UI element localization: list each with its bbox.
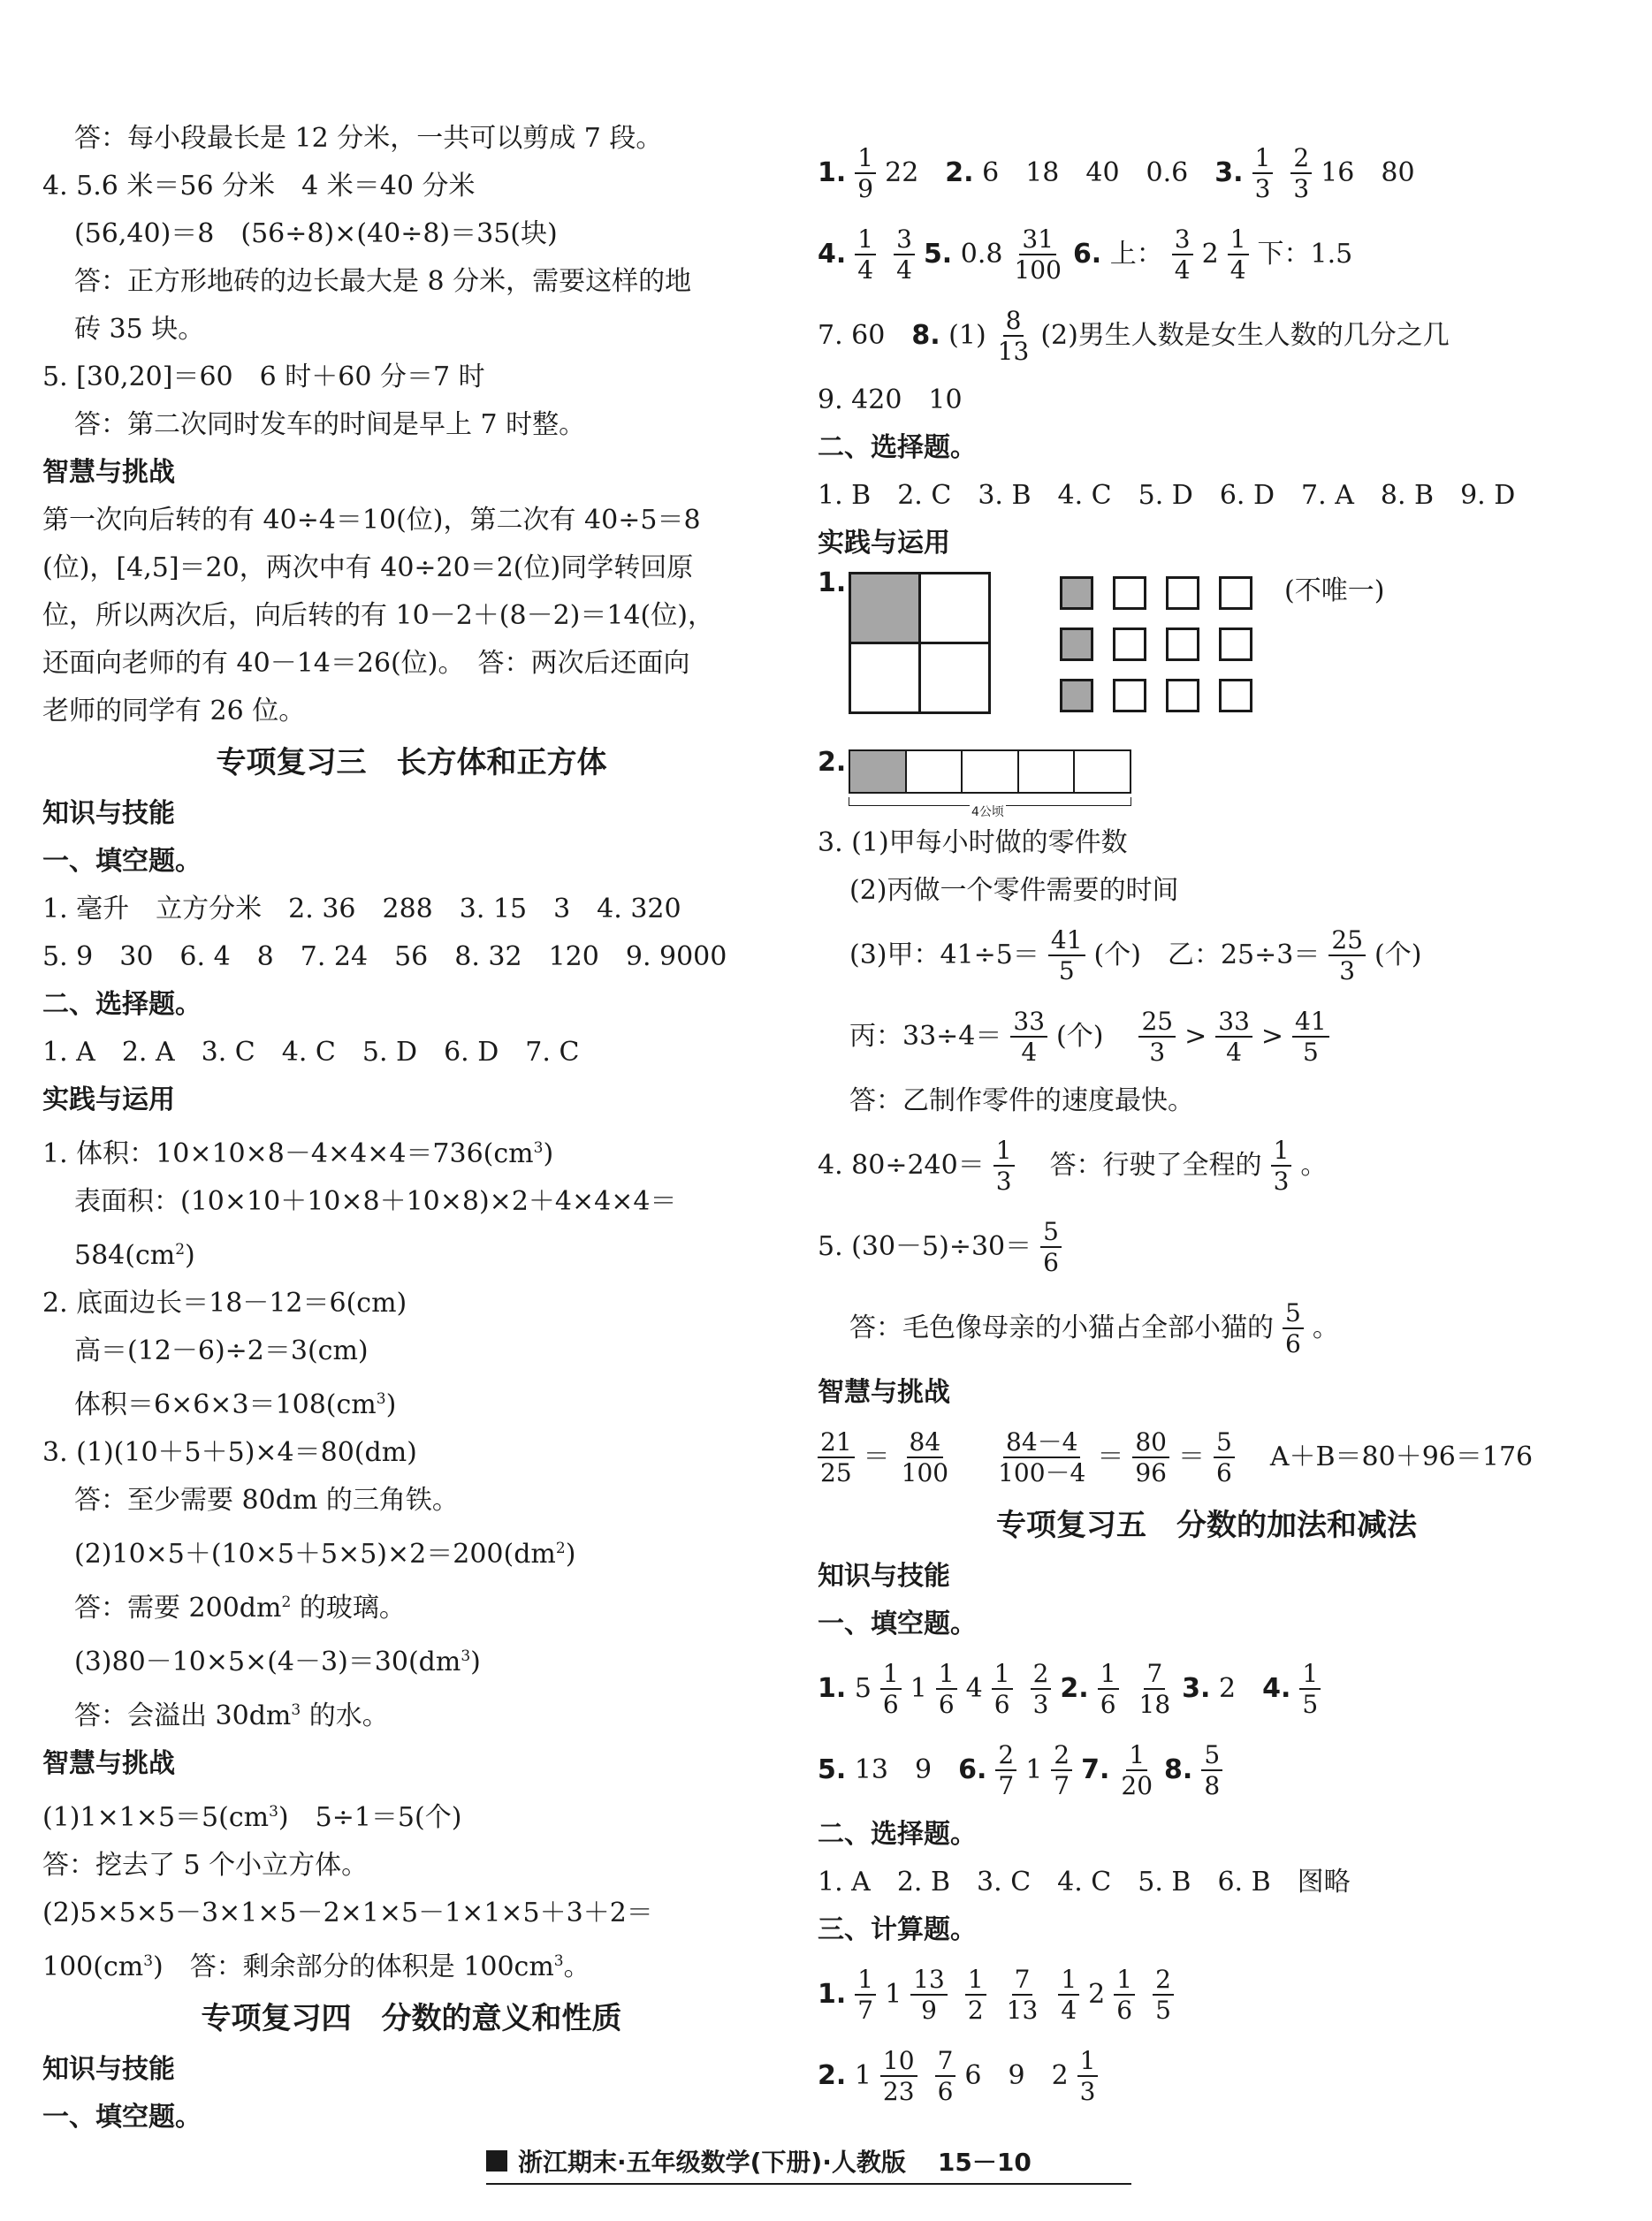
left-column bbox=[42, 115, 780, 2141]
grid-cell bbox=[1219, 679, 1252, 712]
fraction: $\frac{1}{6}$ bbox=[1098, 1661, 1119, 1718]
fraction: $\frac{5}{6}$ bbox=[1214, 1429, 1235, 1487]
fraction: $\frac{25}{3}$ bbox=[1138, 1008, 1176, 1066]
item-number: 3. bbox=[1214, 157, 1244, 188]
fraction: $\frac{8}{13}$ bbox=[997, 305, 1030, 366]
answer-line bbox=[818, 996, 1595, 1077]
text-line: 还面向老师的有 40－14＝26(位)。 答：两次后还面向 bbox=[42, 648, 690, 679]
answer-line bbox=[818, 1648, 1595, 1730]
item-number: 1. bbox=[818, 1673, 847, 1704]
text-line: 答：需要 $200dm^2$ 的玻璃。 bbox=[74, 1593, 406, 1624]
equals-sign: ＝ bbox=[1178, 1441, 1205, 1472]
answer-line bbox=[818, 1954, 1595, 2035]
fraction: $\frac{5}{6}$ bbox=[1283, 1300, 1304, 1358]
fraction: $\frac{1}{20}$ bbox=[1121, 1739, 1153, 1800]
text-line: 答：至少需要 80dm 的三角铁。 bbox=[74, 1485, 459, 1516]
answer-text: (个) bbox=[1056, 1021, 1104, 1052]
text-line: $(1)1\times 1\times 5=5(cm^3)$ 5÷1＝5(个) bbox=[42, 1802, 462, 1833]
answer-text: 乙：25÷3＝ bbox=[1167, 939, 1321, 970]
answer-line bbox=[818, 295, 1595, 377]
answer-line bbox=[818, 1417, 1595, 1498]
text-line: $100(cm^3)$ 答：剩余部分的体积是 $100cm^3$。 bbox=[42, 1951, 590, 1982]
fraction: $\frac{1}{4}$ bbox=[1228, 226, 1249, 284]
answer-text: 。 bbox=[1300, 1150, 1328, 1181]
comparison-sign: > bbox=[1260, 1021, 1284, 1052]
fraction: $\frac{2}{5}$ bbox=[1153, 1966, 1174, 2024]
grid-cell bbox=[1219, 628, 1252, 661]
answer-text: 答：行驶了全程的 bbox=[1049, 1150, 1262, 1181]
answer-value: 2 bbox=[1201, 239, 1219, 270]
section-heading: 二、选择题。 bbox=[42, 989, 202, 1020]
footer-square-icon bbox=[486, 2150, 507, 2172]
grid-cell-shaded bbox=[1060, 628, 1093, 661]
item-number: 8. bbox=[1164, 1754, 1193, 1785]
text-line: 高＝(12－6)÷2＝3(cm) bbox=[74, 1335, 369, 1366]
fraction: $\frac{41}{5}$ bbox=[1048, 927, 1085, 985]
answer-value: 7. 60 bbox=[818, 320, 886, 351]
equals-sign: ＝ bbox=[1097, 1441, 1124, 1472]
comparison-sign: > bbox=[1184, 1021, 1207, 1052]
answer-value: 上： bbox=[1109, 239, 1163, 270]
text-line: 第一次向后转的有 40÷4＝10(位)，第二次有 40÷5＝8 bbox=[42, 505, 701, 536]
grid-cell bbox=[1166, 679, 1199, 712]
answer-text: 答：毛色像母亲的小猫占全部小猫的 bbox=[849, 1312, 1274, 1343]
answer-line bbox=[818, 214, 1595, 295]
answer-line bbox=[818, 1288, 1595, 1369]
text-line: (56,40)＝8 (56÷8)×(40÷8)＝35(块) bbox=[74, 218, 558, 249]
grid-cell bbox=[918, 642, 991, 714]
fraction: $\frac{1}{6}$ bbox=[880, 1661, 902, 1718]
item-number: 8. bbox=[911, 320, 940, 351]
grid-cell bbox=[1166, 576, 1199, 610]
answer-line: 答：乙制作零件的速度最快。 bbox=[849, 1085, 1194, 1116]
answer-line: 1. B 2. C 3. B 4. C 5. D 6. D 7. A 8. B 9. D bbox=[818, 480, 1516, 511]
text-line: $(3)80-10\times 5\times(4-3)=30(dm^3)$ bbox=[74, 1647, 481, 1677]
answer-value: 13 9 bbox=[854, 1754, 933, 1785]
fraction: $\frac{33}{4}$ bbox=[1010, 1008, 1047, 1066]
fraction: $\frac{7}{13}$ bbox=[1006, 1964, 1039, 2025]
text-line: 5. 9 30 6. 4 8 7. 24 56 8. 32 120 9. 9000 bbox=[42, 941, 727, 972]
answer-value: 6 9 2 bbox=[964, 2060, 1069, 2091]
text-line: 老师的同学有 26 位。 bbox=[42, 696, 306, 726]
text-line: 位，所以两次后，向后转的有 10－2＋(8－2)＝14(位)， bbox=[42, 600, 714, 631]
grid-cell bbox=[1166, 628, 1199, 661]
text-line: 1. A 2. A 3. C 4. C 5. D 6. D 7. C bbox=[42, 1037, 580, 1068]
fraction: $\frac{84-4}{100-4}$ bbox=[998, 1426, 1086, 1487]
text-line: 5. [30,20]＝60 6 时＋60 分＝7 时 bbox=[42, 361, 485, 392]
item-number: 1. bbox=[818, 157, 847, 188]
answer-text: 丙：33÷4＝ bbox=[849, 1021, 1002, 1052]
fraction: $\frac{41}{5}$ bbox=[1292, 1008, 1329, 1066]
text-line: 2. 底面边长＝18－12＝6(cm) bbox=[42, 1288, 407, 1319]
grid-cell bbox=[849, 642, 921, 714]
text-line: 答：正方形地砖的边长最大是 8 分米，需要这样的地 bbox=[74, 266, 692, 297]
grid-cell bbox=[1219, 576, 1252, 610]
item-number: 3. bbox=[1182, 1673, 1211, 1704]
answer-value: 5 bbox=[854, 1673, 872, 1704]
fraction: $\frac{2}{7}$ bbox=[995, 1742, 1016, 1799]
text-line: 答：会溢出 $30dm^3$ 的水。 bbox=[74, 1700, 389, 1731]
answer-text: A＋B＝80＋96＝176 bbox=[1269, 1441, 1534, 1472]
answer-line: 9. 420 10 bbox=[818, 384, 963, 415]
item-number: 7. bbox=[1081, 1754, 1110, 1785]
text-line: 3. (1)(10＋5＋5)×4＝80(dm) bbox=[42, 1437, 417, 1468]
fraction: $\frac{1}{4}$ bbox=[1058, 1966, 1079, 2024]
section-heading: 实践与运用 bbox=[42, 1084, 175, 1115]
answer-line: (2)丙做一个零件需要的时间 bbox=[849, 875, 1179, 906]
item-number: 5. bbox=[818, 1754, 847, 1785]
text-line: 1. 体积：$10\times 10\times 8-4\times 4\times 4=736(cm^3)$ bbox=[42, 1138, 554, 1169]
answer-value: 0.8 bbox=[960, 239, 1003, 270]
answer-line bbox=[818, 1125, 1595, 1206]
answer-value: 4 bbox=[965, 1673, 983, 1704]
fraction: $\frac{1}{7}$ bbox=[855, 1966, 876, 2024]
answer-text: (3)甲：41÷5＝ bbox=[849, 939, 1039, 970]
answer-line bbox=[818, 915, 1595, 996]
answer-value: 1 bbox=[885, 1979, 902, 2010]
fraction: $\frac{2}{3}$ bbox=[1290, 145, 1312, 202]
section-heading: 智慧与挑战 bbox=[42, 457, 175, 488]
answer-line: 1. A 2. B 3. C 4. C 5. B 6. B 图略 bbox=[818, 1867, 1351, 1898]
section-heading: 智慧与挑战 bbox=[818, 1377, 950, 1408]
footer-title: 浙江期末·五年级数学(下册)·人教版 bbox=[518, 2148, 906, 2177]
section-heading: 知识与技能 bbox=[818, 1561, 950, 1592]
text-line: 答：每小段最长是 12 分米，一共可以剪成 7 段。 bbox=[74, 123, 663, 154]
fraction: $\frac{1}{3}$ bbox=[1252, 145, 1274, 202]
answer-value: 16 80 bbox=[1321, 157, 1415, 188]
text-line: 4. 5.6 米＝56 分米 4 米＝40 分米 bbox=[42, 171, 476, 202]
item-number: 2. bbox=[1060, 1673, 1089, 1704]
answer-text: 4. 80÷240＝ bbox=[818, 1150, 985, 1181]
fraction: $\frac{13}{9}$ bbox=[910, 1966, 948, 2024]
fraction: $\frac{1}{9}$ bbox=[855, 145, 876, 202]
section-heading: 三、计算题。 bbox=[818, 1914, 977, 1945]
answer-value: 2 bbox=[1088, 1979, 1106, 2010]
item-number: 2. bbox=[945, 157, 974, 188]
fraction: $\frac{1}{6}$ bbox=[1114, 1966, 1135, 2024]
grid-cell bbox=[918, 572, 991, 644]
fraction: $\frac{33}{4}$ bbox=[1215, 1008, 1252, 1066]
section-heading: 二、选择题。 bbox=[818, 1819, 977, 1850]
text-line: (位)，[4,5]＝20，两次中有 40÷20＝2(位)同学转回原 bbox=[42, 552, 694, 583]
section-heading: 一、填空题。 bbox=[42, 2102, 202, 2133]
fraction: $\frac{1}{3}$ bbox=[1271, 1137, 1292, 1195]
equals-sign: ＝ bbox=[863, 1441, 890, 1472]
answer-value: 1 bbox=[854, 2060, 872, 2091]
chapter-title: 专项复习三 长方体和正方体 bbox=[216, 745, 607, 780]
fraction: $\frac{84}{100}$ bbox=[901, 1426, 949, 1487]
answer-value: 22 bbox=[885, 157, 919, 188]
fraction: $\frac{80}{96}$ bbox=[1132, 1429, 1169, 1487]
strip-cell bbox=[907, 751, 963, 792]
grid-cell-shaded bbox=[1060, 576, 1093, 610]
fraction: $\frac{2}{3}$ bbox=[1031, 1661, 1052, 1718]
strip-cell bbox=[1019, 751, 1076, 792]
answer-text: (个) bbox=[1093, 939, 1141, 970]
fraction: $\frac{1}{4}$ bbox=[855, 226, 876, 284]
fraction: $\frac{25}{3}$ bbox=[1328, 927, 1366, 985]
page-number: 15－10 bbox=[937, 2148, 1032, 2177]
text-line: 表面积：(10×10＋10×8＋10×8)×2＋4×4×4＝ bbox=[74, 1186, 677, 1217]
item-number: 6. bbox=[1072, 239, 1102, 270]
fraction: $\frac{1}{6}$ bbox=[936, 1661, 957, 1718]
answer-value: 6 18 40 0.6 bbox=[982, 157, 1189, 188]
text-line: 答：挖去了 5 个小立方体。 bbox=[42, 1850, 369, 1881]
item-number: 4. bbox=[818, 239, 847, 270]
answer-text: (个) bbox=[1374, 939, 1422, 970]
item-number: 1. bbox=[818, 567, 847, 598]
text-line: 1. 毫升 立方分米 2. 36 288 3. 15 3 4. 320 bbox=[42, 894, 681, 924]
answer-value: (1) bbox=[948, 320, 986, 351]
fraction: $\frac{31}{100}$ bbox=[1014, 224, 1062, 285]
fraction: $\frac{3}{4}$ bbox=[1172, 226, 1193, 284]
right-column bbox=[818, 133, 1595, 2117]
text-line: 砖 35 块。 bbox=[74, 314, 205, 345]
section-heading: 智慧与挑战 bbox=[42, 1748, 175, 1779]
answer-value: (2)男生人数是女生人数的几分之几 bbox=[1040, 320, 1450, 351]
page-footer bbox=[486, 2139, 1131, 2185]
grid-figure bbox=[818, 567, 1595, 735]
grid-cell-shaded bbox=[1060, 679, 1093, 712]
answer-text: 。 bbox=[1312, 1312, 1339, 1343]
fraction: $\frac{2}{7}$ bbox=[1051, 1742, 1072, 1799]
answer-line: 3. (1)甲每小时做的零件数 bbox=[818, 827, 1128, 858]
strip-cell bbox=[963, 751, 1019, 792]
item-number: 6. bbox=[958, 1754, 987, 1785]
fraction: $\frac{1}{2}$ bbox=[965, 1966, 986, 2024]
section-heading: 知识与技能 bbox=[42, 798, 175, 829]
item-number: 2. bbox=[818, 2060, 847, 2091]
item-number: 5. bbox=[923, 239, 953, 270]
answer-line bbox=[818, 1730, 1595, 1811]
answer-line bbox=[818, 2035, 1595, 2117]
item-number: 4. bbox=[1262, 1673, 1291, 1704]
answer-line bbox=[818, 133, 1595, 214]
text-line: $(2)10\times 5+(10\times 5+5\times 5)\times 2=200(dm^2)$ bbox=[74, 1539, 576, 1570]
grid-cell bbox=[1113, 679, 1146, 712]
grid-cell bbox=[1113, 576, 1146, 610]
section-heading: 二、选择题。 bbox=[818, 432, 977, 463]
chapter-title: 专项复习四 分数的意义和性质 bbox=[201, 2001, 622, 2036]
fraction: $\frac{1}{3}$ bbox=[1077, 2048, 1099, 2105]
item-number: 2. bbox=[818, 747, 847, 778]
fraction: $\frac{21}{25}$ bbox=[818, 1429, 855, 1487]
note: (不唯一) bbox=[1284, 575, 1385, 606]
grid-cell-shaded bbox=[849, 572, 921, 644]
answer-value: 2 bbox=[1219, 1673, 1237, 1704]
strip-bar bbox=[849, 749, 1131, 794]
strip-cell-shaded bbox=[850, 751, 907, 792]
text-line: 答：第二次同时发车的时间是早上 7 时整。 bbox=[74, 409, 586, 440]
section-heading: 一、填空题。 bbox=[818, 1609, 977, 1639]
item-number: 1. bbox=[818, 1979, 847, 2010]
chapter-title: 专项复习五 分数的加法和减法 bbox=[996, 1508, 1417, 1543]
text-line: $584(cm^2)$ bbox=[74, 1240, 195, 1271]
answer-text: 5. (30－5)÷30＝ bbox=[818, 1231, 1032, 1262]
fraction: $\frac{7}{6}$ bbox=[935, 2048, 956, 2105]
section-heading: 知识与技能 bbox=[42, 2054, 175, 2085]
fraction: $\frac{3}{4}$ bbox=[894, 226, 915, 284]
brace-label: 4公顷 bbox=[970, 802, 1006, 820]
fraction: $\frac{7}{18}$ bbox=[1138, 1658, 1171, 1719]
answer-line bbox=[818, 1206, 1595, 1288]
answer-value: 1 bbox=[1025, 1754, 1043, 1785]
fraction: $\frac{1}{5}$ bbox=[1299, 1661, 1321, 1718]
grid-cell bbox=[1113, 628, 1146, 661]
answer-value: 下：1.5 bbox=[1257, 239, 1353, 270]
fraction: $\frac{5}{6}$ bbox=[1040, 1219, 1062, 1276]
section-heading: 实践与运用 bbox=[818, 528, 950, 559]
text-line: 体积$=6\times 6\times 3=108(cm^3)$ bbox=[74, 1389, 397, 1420]
strip-figure bbox=[818, 735, 1595, 819]
fraction: $\frac{5}{8}$ bbox=[1201, 1742, 1222, 1799]
fraction: $\frac{1}{3}$ bbox=[993, 1137, 1015, 1195]
text-line: (2)5×5×5－3×1×5－2×1×5－1×1×5＋3＋2＝ bbox=[42, 1898, 653, 1928]
section-heading: 一、填空题。 bbox=[42, 846, 202, 877]
fraction: $\frac{1}{6}$ bbox=[992, 1661, 1013, 1718]
fraction: $\frac{10}{23}$ bbox=[880, 2048, 917, 2105]
answer-value: 1 bbox=[910, 1673, 927, 1704]
strip-cell bbox=[1075, 751, 1130, 792]
